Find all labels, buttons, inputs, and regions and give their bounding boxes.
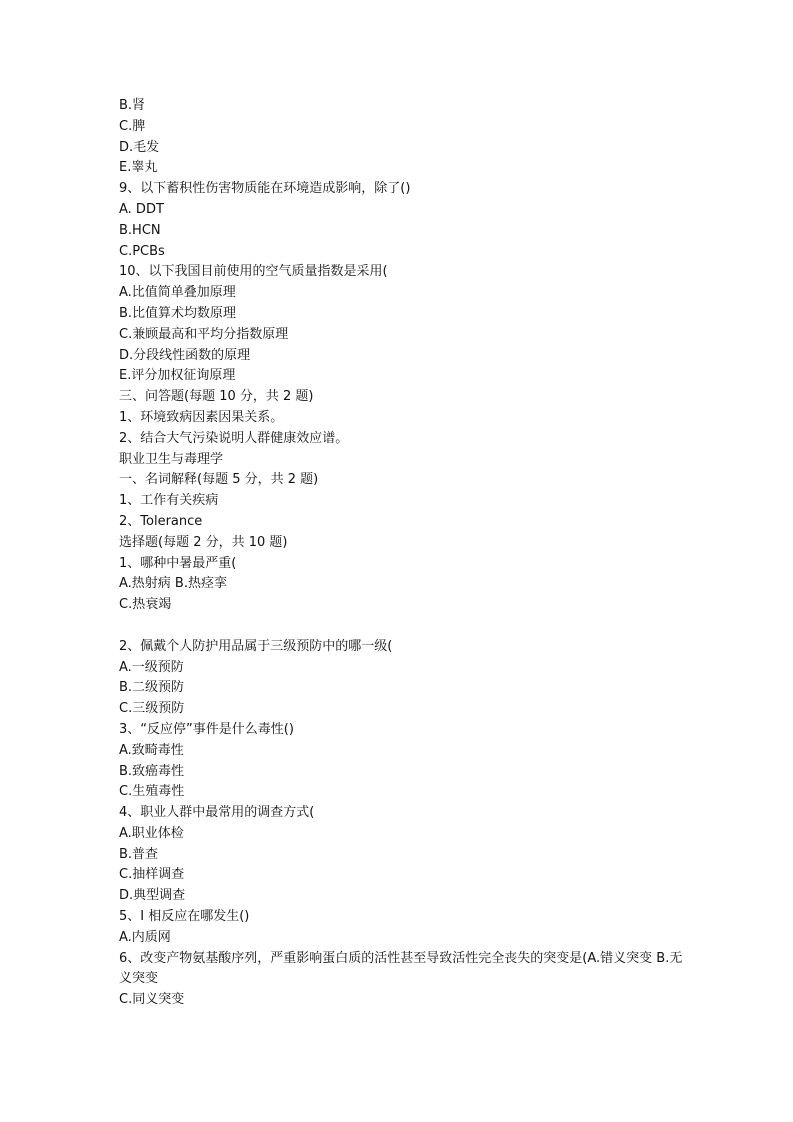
option-line: A.比值简单叠加原理 <box>119 285 236 301</box>
option-line: B.普查 <box>119 846 159 862</box>
question-line: 2、结合大气污染说明人群健康效应谱。 <box>119 430 349 446</box>
blank-line <box>119 616 689 637</box>
option-line: A.致畸毒性 <box>119 742 184 758</box>
option-line: C.同义突变 <box>119 992 185 1008</box>
option-line: C.热衰竭 <box>119 597 172 613</box>
option-line: B.二级预防 <box>119 680 185 696</box>
option-line: C.三级预防 <box>119 701 185 717</box>
option-line: E.评分加权征询原理 <box>119 368 236 384</box>
option-line: D.毛发 <box>119 139 160 155</box>
question-line: 9、以下蓄积性伤害物质能在环境造成影响，除了() <box>119 181 411 197</box>
option-line: D.典型调查 <box>119 888 186 904</box>
question-line: 1、环境致病因素因果关系。 <box>119 409 284 425</box>
option-line: A.热射病 B.热痉挛 <box>119 576 227 592</box>
option-line: B.致癌毒性 <box>119 763 185 779</box>
option-line: E.睾丸 <box>119 160 158 176</box>
option-line: A.内质网 <box>119 929 171 945</box>
section-heading: 三、问答题(每题 10 分，共 2 题) <box>119 389 314 405</box>
option-line: A.一级预防 <box>119 659 184 675</box>
option-line: C.抽样调查 <box>119 867 185 883</box>
option-line: D.分段线性函数的原理 <box>119 347 251 363</box>
question-line: 6、改变产物氨基酸序列，严重影响蛋白质的活性甚至导致活性完全丧失的突变是(A.错义突变 B.无义突变 <box>119 950 683 987</box>
option-line: C.生殖毒性 <box>119 784 185 800</box>
question-line: 10、以下我国目前使用的空气质量指数是采用( <box>119 264 388 280</box>
document-body <box>119 96 689 1011</box>
question-line: 2、佩戴个人防护用品属于三级预防中的哪一级( <box>119 638 393 654</box>
question-line: 1、工作有关疾病 <box>119 493 219 509</box>
option-line: B.HCN <box>119 222 161 238</box>
question-line: 4、职业人群中最常用的调查方式( <box>119 805 315 821</box>
section-heading: 选择题(每题 2 分，共 10 题) <box>119 534 288 550</box>
subject-heading: 职业卫生与毒理学 <box>119 451 224 467</box>
option-line: A. DDT <box>119 201 164 217</box>
option-line: A.职业体检 <box>119 825 184 841</box>
option-line: B.比值算术均数原理 <box>119 305 237 321</box>
option-line: C.PCBs <box>119 243 165 259</box>
option-line: C.脾 <box>119 118 146 134</box>
section-heading: 一、名词解释(每题 5 分，共 2 题) <box>119 472 319 488</box>
question-line: 5、I 相反应在哪发生() <box>119 909 250 925</box>
question-line: 1、哪种中暑最严重( <box>119 555 237 571</box>
option-line: B.肾 <box>119 98 146 113</box>
option-line: C.兼顾最高和平均分指数原理 <box>119 326 289 342</box>
question-line: 2、Tolerance <box>119 513 203 529</box>
question-line: 3、“反应停”事件是什么毒性() <box>119 721 294 737</box>
